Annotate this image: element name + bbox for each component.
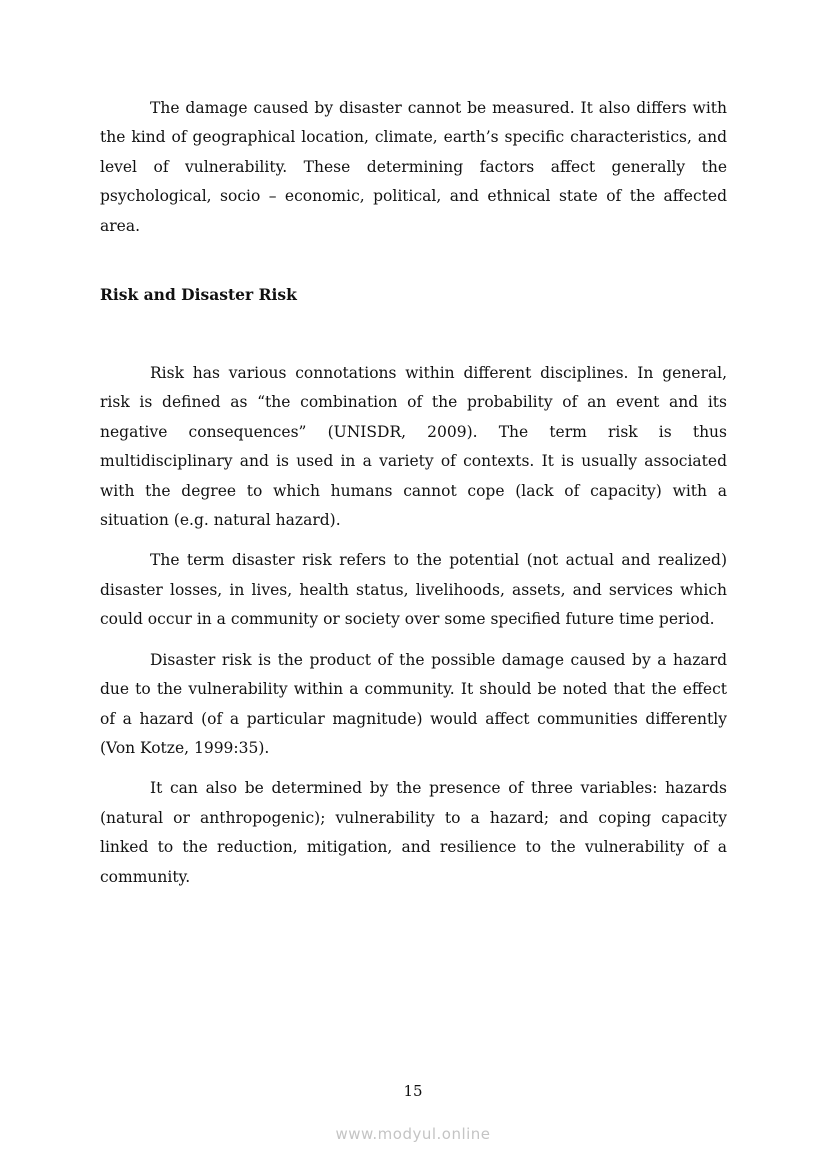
paragraph-disaster-risk-product: Disaster risk is the product of the possible damage caused by a hazard due to the vulnerability within a community. It should be noted that the effect of a hazard (of a particular magnitude) would affect communities differently (Von Kotze, 1999:35). bbox=[100, 650, 727, 757]
paragraph-risk-definition: Risk has various connotations within different disciplines. In general, risk is defined as “the combination of the probability of an event and its negative consequences” (UNISDR, 2009). The term risk is thus multidisciplinary and is used in a variety of contexts. It is usually associated with the degree to which humans cannot cope (lack of capacity) with a situation (e.g. natural hazard). bbox=[100, 364, 727, 530]
paragraph-three-variables: It can also be determined by the presence of three variables: hazards (natural or anthropogenic); vulnerability to a hazard; and coping capacity linked to the reduction, mitigation, and resilience to the vulnerability of a community. bbox=[100, 779, 727, 886]
paragraph-disaster-risk-term: The term disaster risk refers to the potential (not actual and realized) disaster losses, in lives, health status, livelihoods, assets, and services which could occur in a community or society over some specified future time period. bbox=[100, 551, 727, 629]
document-body bbox=[100, 94, 727, 892]
intro-paragraph: The damage caused by disaster cannot be measured. It also differs with the kind of geographical location, climate, earth’s specific characteristics, and level of vulnerability. These determining factors affect generally the psychological, socio – economic, political, and ethnical state of the affected area. bbox=[100, 99, 727, 235]
section-heading: Risk and Disaster Risk bbox=[100, 285, 297, 305]
watermark: www.modyul.online bbox=[335, 1125, 491, 1143]
page-number: 15 bbox=[403, 1082, 423, 1100]
